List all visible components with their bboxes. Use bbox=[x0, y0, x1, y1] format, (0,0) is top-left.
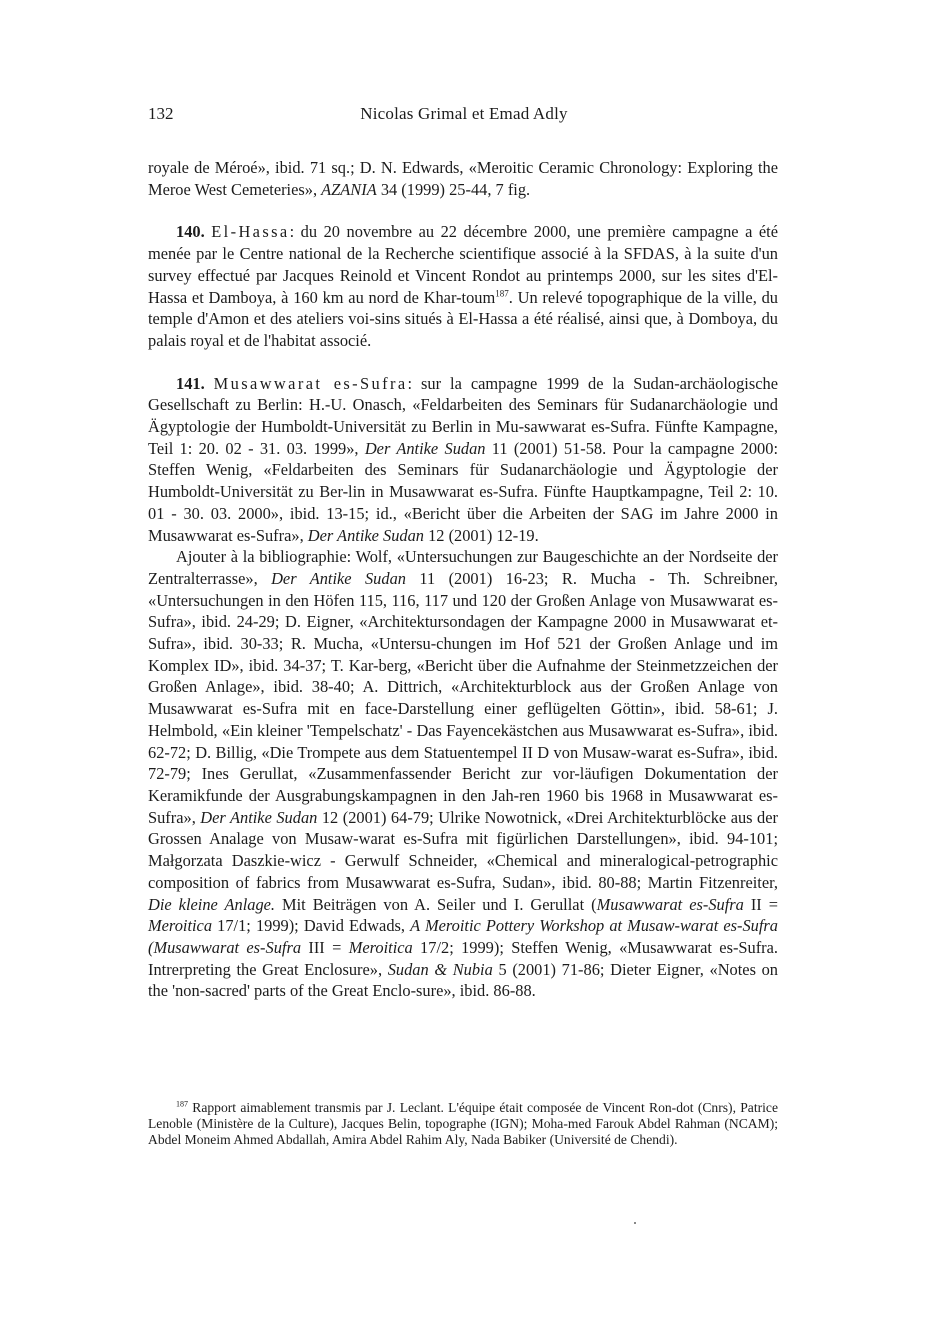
site-name: Musawwarat es-Sufra bbox=[213, 373, 408, 393]
running-head: Nicolas Grimal et Emad Adly bbox=[360, 104, 568, 123]
footnote bbox=[148, 1100, 778, 1149]
continued-paragraph: royale de Méroé», ibid. 71 sq.; D. N. Edwards, «Meroitic Ceramic Chronology: Exploring the Meroe West Cemeteries», AZANIA 34 (1999) 25-44, 7 fig. bbox=[148, 158, 778, 199]
paragraph-gap bbox=[148, 200, 778, 221]
site-name: El-Hassa bbox=[211, 222, 290, 242]
entry-141-bibliography: Ajouter à la bibliographie: Wolf, «Untersuchungen zur Baugeschichte an der Nordseite der Zentralterrasse», Der Antike Sudan 11 (2001) 16-23; R. Mucha - Th. Schreibner, «Untersuchungen in den Höfen 115, 116, 117 und 120 der Großen Anlage von Musawwarat es-Sufra», ibid. 24-29; D. Eigner, «Architektursondagen der Kampagne 2000 in Musawwarat et-Sufra», ibid. 30-33; R. Mucha, «Untersu-chungen im Hof 521 der Großen Anlage und im Komplex ID», ibid. 34-37; T. Kar-berg, «Bericht über die Aufnahme der Steinmetzzeichen der Großen Anlage», ibid. 38-40; A. Dittrich, «Architekturblock aus der Großen Anlage von Musawwarat es-Sufra mit en face-Darstellung einer geflügelten Göttin», ibid. 58-61; J. Helmbold, «Ein kleiner 'Tempelschatz' - Das Fayencekästchen aus Musawwarat es-Sufra», ibid. 62-72; D. Billig, «Die Trompete aus dem Statuentempel II D von Musaw-warat es-Sufra», ibid. 72-79; Ines Gerullat, «Zusammenfassender Bericht zur vor-läufigen Dokumentation der Keramikfunde der Ausgrabungskampagnen in den Jah-ren 1960 bis 1968 in Musawwarat es-Sufra», Der Antike Sudan 12 (2001) 64-79; Ulrike Nowotnick, «Drei Architekturblöcke aus der Grossen Analage von Musaw-warat es-Sufra mit figürlichen Darstellungen», ibid. 94-101; Małgorzata Daszkie-wicz - Gerwulf Schneider, «Chemical and mineralogical-petrographic composition of fabrics from Musawwarat es-Sufra, Sudan», ibid. 80-88; Martin Fitzenreiter, Die kleine Anlage. Mit Beiträgen von A. Seiler und I. Gerullat (Musawwarat es-Sufra II = Meroitica 17/1; 1999); David Edwads, A Meroitic Pottery Workshop at Musaw-warat es-Sufra (Musawwarat es-Sufra III = Meroitica 17/2; 1999); Steffen Wenig, «Musawwarat es-Sufra. Intrerpreting the Great Enclosure», Sudan & Nubia 5 (2001) 71-86; Dieter Eigner, «Notes on the 'non-sacred' parts of the Great Enclo-sure», ibid. 86-88. bbox=[148, 547, 779, 1001]
scan-speck bbox=[634, 1222, 636, 1224]
entry-141: 141. Musawwarat es-Sufra: sur la campagne 1999 de la Sudan-archäologische Gesellschaft zu Berlin: H.-U. Onasch, «Feldarbeiten des Seminars für Sudanarchäologie und Ägyptologie der Humboldt-Universität zu Berlin in Mu-sawwarat es-Sufra. Fünfte Kampagne, Teil 1: 20. 02 - 31. 03. 1999», Der Antike Sudan 11 (2001) 51-58. Pour la campagne 2000: Steffen Wenig, «Feldarbeiten des Seminars für Sudanarchäologie und Ägyptologie der Humboldt-Universität zu Ber-lin in Musawwarat es-Sufra. Fünfte Hauptkampagne, Teil 2: 10. 01 - 30. 03. 2000», ibid. 13-15; id., «Bericht über die Arbeiten der SAG im Jahre 2000 in Musawwarat es-Sufra», Der Antike Sudan 12 (2001) 12-19. bbox=[148, 373, 778, 545]
page-number: 132 bbox=[148, 104, 174, 123]
page-header bbox=[148, 104, 780, 130]
entry-140: 140. El-Hassa: du 20 novembre au 22 décembre 2000, une première campagne a été menée par le Centre national de la Recherche scientifique associé à la SFDAS, à la suite d'un survey effectué par Jacques Reinold et Vincent Rondot au printemps 2000, sur les sites d'El-Hassa et Damboya, à 160 km au nord de Khar-toum$^{187}$. Un relevé topographique de la ville, du temple d'Amon et des ateliers voi-sins situés à El-Hassa a été réalisé, ainsi que, à Domboya, du palais royal et de l'habitat associé. bbox=[148, 222, 778, 350]
body-text bbox=[148, 157, 778, 1002]
footnote-ref: 187 bbox=[495, 288, 509, 299]
entry-number: 140. bbox=[176, 222, 205, 242]
footnote-text: Rapport aimablement transmis par J. Leclant. L'équipe était composée de Vincent Ron-dot (Cnrs), Patrice Lenoble (Ministère de la Culture), Jacques Belin, topographe (IGN); Moha-med Farouk Abdel Rahman (NCAM); Abdel Moneim Ahmed Abdallah, Amira Abdel Rahim Aly, Nada Babiker (Université de Chendi). bbox=[148, 1100, 778, 1148]
footnote-number: 187 bbox=[176, 1099, 188, 1109]
entry-number: 141. bbox=[176, 373, 205, 393]
paragraph-gap bbox=[148, 352, 778, 373]
